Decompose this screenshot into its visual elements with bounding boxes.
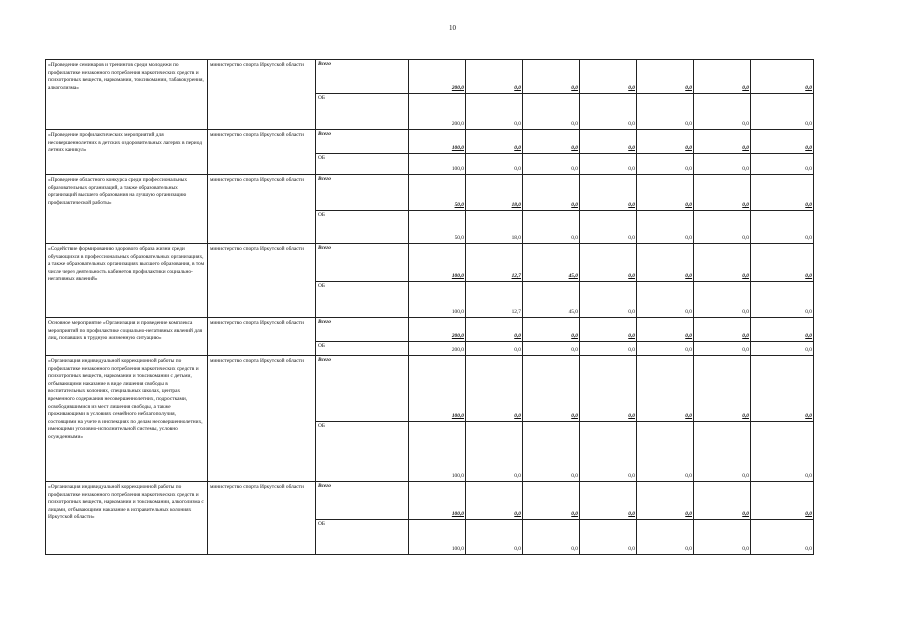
amount-ob-cell: 0,0 [751,520,814,555]
amount-total-cell: 0,0 [466,318,523,342]
executor-cell: министерство спорта Иркутской области [208,356,316,482]
amount-total-cell: 0,0 [694,356,751,422]
amount-total-cell: 200,0 [409,318,466,342]
amount-total-cell: 0,0 [580,175,637,211]
amount-ob-cell: 0,0 [580,520,637,555]
amount-total-cell: 0,0 [694,244,751,282]
amount-ob-cell: 0,0 [751,211,814,244]
amount-total-cell: 0,0 [580,244,637,282]
amount-ob-cell: 100,0 [409,154,466,175]
amount-ob-cell: 0,0 [694,211,751,244]
amount-total-cell: 0,0 [523,356,580,422]
funding-label-ob: ОБ [316,211,409,244]
amount-ob-cell: 0,0 [466,342,523,356]
funding-label-total: Всего [316,482,409,520]
amount-ob-cell: 100,0 [409,520,466,555]
amount-total-cell: 0,0 [466,130,523,154]
executor-cell: министерство спорта Иркутской области [208,60,316,130]
amount-total-cell: 0,0 [523,175,580,211]
amount-ob-cell: 0,0 [694,342,751,356]
amount-ob-cell: 0,0 [466,422,523,482]
funding-label-ob: ОБ [316,342,409,356]
amount-total-cell: 0,0 [751,318,814,342]
amount-ob-cell: 0,0 [580,154,637,175]
table-row [46,175,814,211]
executor-cell: министерство спорта Иркутской области [208,318,316,356]
amount-total-cell: 0,0 [523,482,580,520]
amount-ob-cell: 0,0 [580,282,637,318]
amount-total-cell: 0,0 [751,482,814,520]
activity-description: «Проведение профилактических мероприятий для несовершеннолетних в детских оздоровительных лагерях в период летних каникул» [46,130,208,175]
amount-total-cell: 50,0 [409,175,466,211]
amount-ob-cell: 0,0 [751,154,814,175]
executor-cell: министерство спорта Иркутской области [208,244,316,318]
amount-ob-cell: 0,0 [637,154,694,175]
amount-ob-cell: 0,0 [523,211,580,244]
amount-total-cell: 0,0 [523,60,580,94]
amount-total-cell: 100,0 [409,244,466,282]
amount-total-cell: 0,0 [694,482,751,520]
amount-ob-cell: 0,0 [637,94,694,130]
activity-description: «Организация индивидуальной коррекционной работы по профилактике незаконного потребления наркотических средств и психотропных веществ, наркомании и токсикомании с детьми, отбывающими наказание в виде лишения свободы в воспитательных колониях, специальных школах, центрах временного содержания несовершеннолетних, подростками, освободившимися из мест лишения свободы, а также проживающими в условиях семейного неблагополучия, состоящими на учете в инспекциях по делам несовершеннолетних, имеющими уголовно-исполнительной системы, условно осужденными» [46,356,208,482]
amount-ob-cell: 0,0 [580,342,637,356]
amount-ob-cell: 0,0 [637,520,694,555]
amount-ob-cell: 0,0 [751,422,814,482]
amount-ob-cell: 0,0 [751,342,814,356]
amount-ob-cell: 18,0 [466,211,523,244]
amount-ob-cell: 0,0 [637,211,694,244]
amount-total-cell: 0,0 [580,60,637,94]
amount-ob-cell: 0,0 [694,422,751,482]
amount-total-cell: 0,0 [694,318,751,342]
amount-total-cell: 45,0 [523,244,580,282]
amount-total-cell: 0,0 [751,60,814,94]
amount-total-cell: 0,0 [466,60,523,94]
amount-ob-cell: 0,0 [523,94,580,130]
amount-ob-cell: 200,0 [409,94,466,130]
amount-ob-cell: 0,0 [694,154,751,175]
funding-label-ob: ОБ [316,154,409,175]
table-row [46,244,814,282]
amount-ob-cell: 0,0 [637,422,694,482]
amount-ob-cell: 0,0 [523,342,580,356]
amount-total-cell: 0,0 [694,130,751,154]
amount-total-cell: 0,0 [751,244,814,282]
amount-ob-cell: 0,0 [694,520,751,555]
amount-total-cell: 0,0 [580,356,637,422]
amount-total-cell: 0,0 [580,130,637,154]
amount-total-cell: 0,0 [523,318,580,342]
funding-label-total: Всего [316,130,409,154]
funding-label-ob: ОБ [316,520,409,555]
amount-ob-cell: 45,0 [523,282,580,318]
executor-cell: министерство спорта Иркутской области [208,175,316,244]
table-row [46,60,814,94]
amount-ob-cell: 50,0 [409,211,466,244]
activity-description: «Проведение семинаров и тренингов среди молодежи по профилактике незаконного потребления наркотических средств и психотропных веществ, наркомании, токсикомании, табакокурения, алкоголизма» [46,60,208,130]
amount-ob-cell: 0,0 [694,94,751,130]
amount-total-cell: 0,0 [637,318,694,342]
amount-ob-cell: 0,0 [580,94,637,130]
amount-total-cell: 0,0 [751,130,814,154]
amount-total-cell: 0,0 [637,482,694,520]
funding-label-total: Всего [316,244,409,282]
amount-total-cell: 0,0 [637,244,694,282]
amount-total-cell: 200,0 [409,60,466,94]
amount-ob-cell: 0,0 [694,282,751,318]
amount-total-cell: 0,0 [466,482,523,520]
amount-total-cell: 0,0 [580,318,637,342]
amount-total-cell: 0,0 [694,175,751,211]
amount-ob-cell: 100,0 [409,282,466,318]
funding-label-total: Всего [316,175,409,211]
activity-description: «Проведение областного конкурса среди профессиональных образовательных организаций, а также образовательных организаций высшего образования на лучшую организацию профилактической работы» [46,175,208,244]
funding-label-total: Всего [316,356,409,422]
amount-total-cell: 0,0 [580,482,637,520]
amount-total-cell: 100,0 [409,482,466,520]
amount-total-cell: 0,0 [751,175,814,211]
amount-total-cell: 0,0 [694,60,751,94]
amount-total-cell: 100,0 [409,356,466,422]
funding-label-ob: ОБ [316,422,409,482]
activity-description: «Организация индивидуальной коррекционной работы по профилактике незаконного потребления наркотических средств и психотропных веществ, наркомании и токсикомании, алкоголизма с лицами, отбывающими наказание в исправительных колониях Иркутской области» [46,482,208,555]
activity-description: «Содействие формированию здорового образа жизни среди обучающихся в профессиональных образовательных организациях, а также образовательных организациях высшего образования, в том числе через деятельность кабинетов профилактики социально-негативных явлений» [46,244,208,318]
table-row [46,130,814,154]
program-table [45,59,814,555]
amount-ob-cell: 0,0 [523,422,580,482]
funding-label-ob: ОБ [316,94,409,130]
amount-ob-cell: 0,0 [466,154,523,175]
executor-cell: министерство спорта Иркутской области [208,130,316,175]
amount-ob-cell: 0,0 [523,520,580,555]
amount-total-cell: 0,0 [637,130,694,154]
amount-ob-cell: 0,0 [466,94,523,130]
amount-ob-cell: 0,0 [637,282,694,318]
amount-total-cell: 0,0 [637,356,694,422]
amount-ob-cell: 0,0 [637,342,694,356]
amount-ob-cell: 0,0 [523,154,580,175]
table-row [46,318,814,342]
table-body [46,60,814,555]
amount-ob-cell: 200,0 [409,342,466,356]
amount-total-cell: 0,0 [637,175,694,211]
activity-description: Основное мероприятие «Организация и проведение комплекса мероприятий по профилактике социально-негативных явлений для лиц, попавших в трудную жизненную ситуацию» [46,318,208,356]
page-number: 10 [449,24,456,32]
amount-total-cell: 0,0 [751,356,814,422]
amount-ob-cell: 0,0 [466,520,523,555]
funding-label-total: Всего [316,318,409,342]
amount-ob-cell: 0,0 [751,282,814,318]
amount-total-cell: 12,7 [466,244,523,282]
amount-total-cell: 0,0 [637,60,694,94]
amount-ob-cell: 12,7 [466,282,523,318]
funding-label-total: Всего [316,60,409,94]
amount-total-cell: 0,0 [523,130,580,154]
amount-ob-cell: 100,0 [409,422,466,482]
table-row [46,482,814,520]
amount-total-cell: 100,0 [409,130,466,154]
executor-cell: министерство спорта Иркутской области [208,482,316,555]
table-row [46,356,814,422]
amount-ob-cell: 0,0 [580,422,637,482]
amount-ob-cell: 0,0 [751,94,814,130]
amount-total-cell: 0,0 [466,356,523,422]
amount-ob-cell: 0,0 [580,211,637,244]
amount-total-cell: 18,0 [466,175,523,211]
funding-label-ob: ОБ [316,282,409,318]
